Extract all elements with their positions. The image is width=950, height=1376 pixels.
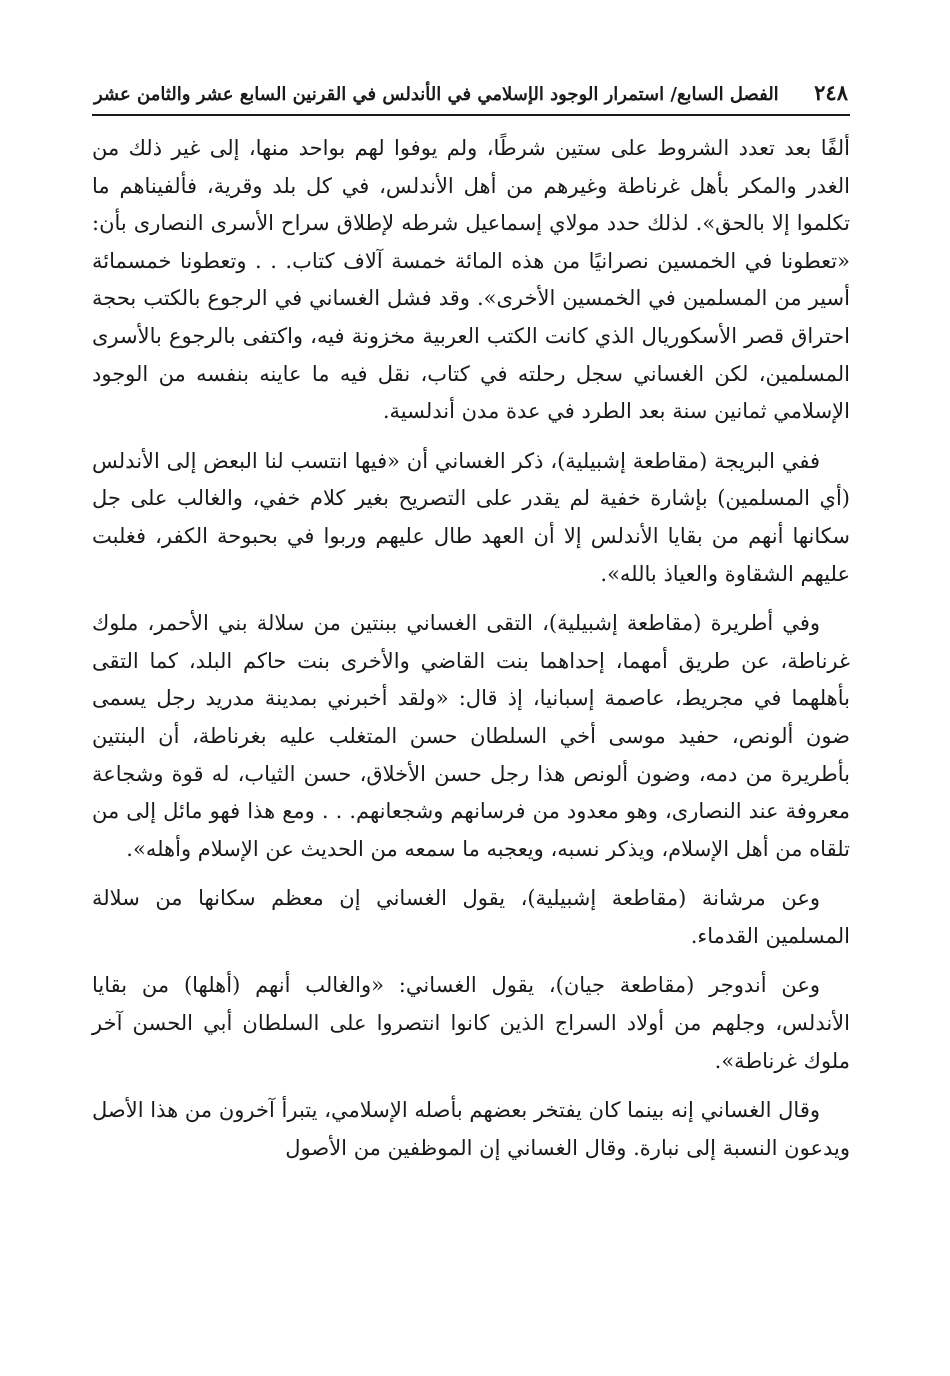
page-number: ٢٤٨ xyxy=(814,80,848,105)
paragraph: ففي البريجة (مقاطعة إشبيلية)، ذكر الغساني أن «فيها انتسب لنا البعض إلى الأندلس (أي المسلمين) بإشارة خفية لم يقدر على التصريح بغير كلام خفي، والغالب على جل سكانها أنهم من بقايا الأندلس إلا أن العهد طال عليهم وربوا في بحبوحة الكفر، فغلبت عليهم الشقاوة والعياذ بالله». xyxy=(92,448,850,586)
running-header xyxy=(92,78,850,116)
paragraph: وقال الغساني إنه بينما كان يفتخر بعضهم بأصله الإسلامي، يتبرأ آخرون من هذا الأصل ويدعون النسبة إلى نبارة. وقال الغساني إن الموظفين من الأصول xyxy=(92,1098,850,1160)
paragraph: وعن أندوجر (مقاطعة جيان)، يقول الغساني: «والغالب أنهم (أهلها) من بقايا الأندلس، وجلهم من أولاد السراج الذين كانوا انتصروا على السلطان أبي الحسن آخر ملوك غرناطة». xyxy=(92,973,850,1073)
paragraph: وعن مرشانة (مقاطعة إشبيلية)، يقول الغساني إن معظم سكانها من سلالة المسلمين القدماء. xyxy=(92,886,850,948)
body-text xyxy=(92,130,850,1167)
chapter-title: الفصل السابع/ استمرار الوجود الإسلامي في الأندلس في القرنين السابع عشر والثامن عشر xyxy=(94,84,779,105)
book-page xyxy=(92,78,850,1179)
paragraph: ألفًا بعد تعدد الشروط على ستين شرطًا، ولم يوفوا لهم بواحد منها، إلى غير ذلك من الغدر والمكر بأهل غرناطة وغيرهم من أهل الأندلس، في كل بلد وقرية، فألفيناهم ما تكلموا إلا بالحق». لذلك حدد مولاي إسماعيل شرطه لإطلاق سراح الأسرى النصارى بأن: «تعطونا في الخمسين نصرانيًا من هذه المائة خمسة آلاف كتاب. . . وتعطونا خمسمائة أسير من المسلمين في الخمسين الأخرى». وقد فشل الغساني في الرجوع بالكتب بحجة احتراق قصر الأسكوريال الذي كانت الكتب العربية مخزونة فيه، واكتفى بالرجوع بالأسرى المسلمين، لكن الغساني سجل رحلته في كتاب، نقل فيه ما عاينه بنفسه من الوجود الإسلامي ثمانين سنة بعد الطرد في عدة مدن أندلسية. xyxy=(92,136,850,424)
paragraph: وفي أطريرة (مقاطعة إشبيلية)، التقى الغساني ببنتين من سلالة بني الأحمر، ملوك غرناطة، عن طريق أمهما، إحداهما بنت القاضي والأخرى بنت حاكم البلد، كما التقى بأهلهما في مجريط، عاصمة إسبانيا، إذ قال: «ولقد أخبرني بمدينة مدريد رجل يسمى ضون ألونص، حفيد موسى أخي السلطان حسن المتغلب عليه بغرناطة، أن البنتين بأطريرة من دمه، وضون ألونص هذا رجل حسن الأخلاق، حسن الثياب، له قوة وشجاعة معروفة عند النصارى، وهو معدود من فرسانهم وشجعانهم. . . ومع هذا فهو مائل إلى من تلقاه من أهل الإسلام، ويذكر نسبه، ويعجبه ما سمعه من الحديث عن الإسلام وأهله». xyxy=(92,611,850,861)
